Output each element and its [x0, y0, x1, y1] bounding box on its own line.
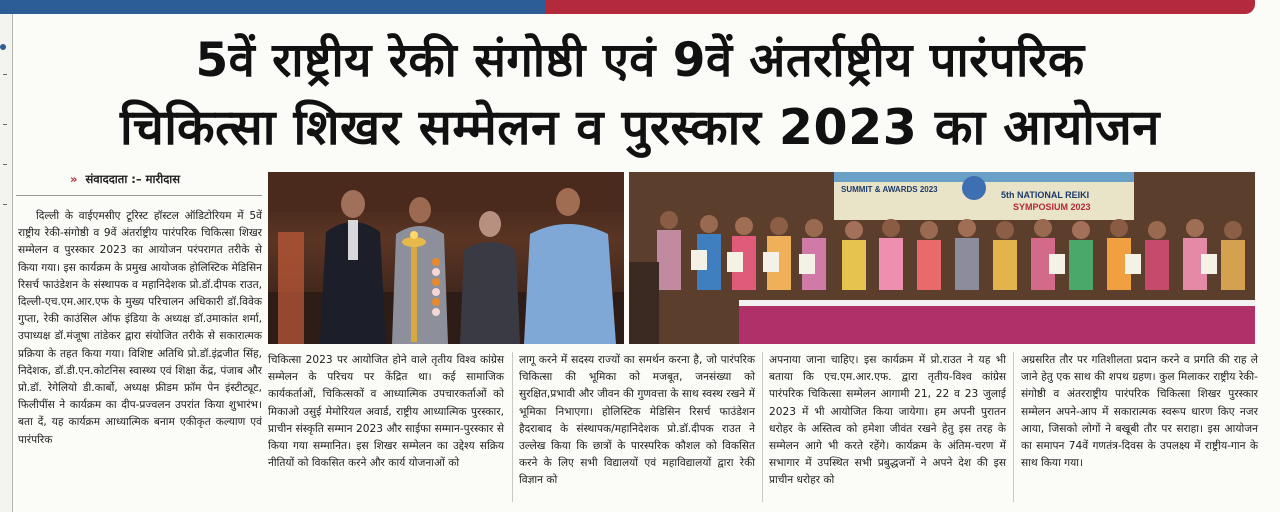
byline: [70, 172, 180, 187]
article-column-5: अग्रसरित तौर पर गतिशीलता प्रदान करने व प्रगति की राह ले जाने हेतु एक साथ की शपथ ग्रहण। कुल मिलाकर राष्ट्रीय रेकी-संगोष्ठी व अंतरराष्ट्रीय पारंपरिक चिकित्सा शिखर पुरस्कार सम्मेलन अपने-आप में सकारात्मक स्वरूप धारण किए नजर आया, जिसको लोगों ने बखूबी तौर पर सराहा। इस आयोजन का समापन 74वें गणतंत्र-दिवस के उपलक्ष्य में राष्ट्रीय-गान के साथ किया गया।: [1021, 354, 1258, 470]
headline-line-1: 5वें राष्ट्रीय रेकी संगोष्ठी एवं 9वें अंतर्राष्ट्रीय पारंपरिक: [195, 33, 1085, 88]
article-column-2: चिकित्सा 2023 पर आयोजित होने वाले तृतीय विश्व कांग्रेस सम्मेलन के परिचय पर केंद्रित था। कई सामाजिक कार्यकर्ताओं, चिकित्सकों व आध्यात्मिक उपचारकर्ताओं को मिकाओ उसुई मेमोरियल अवार्ड, राष्ट्रीय आध्यात्मिक पुरस्कार, प्राचीन संस्कृति सम्मान 2023 और साईफा सम्मान-पुरस्कार से किया गया सम्मानित। इस शिखर सम्मेलन का उद्देश्य सक्रिय नीतियों को विकसित करने और कार्य योजनाओं को: [268, 354, 504, 470]
page-edge-mark: [3, 164, 7, 165]
banner-line-1: SUMMIT & AWARDS 2023: [841, 185, 938, 194]
page-edge-mark: [3, 74, 7, 75]
photo-lamp-lighting-illustration: [268, 172, 624, 344]
column-divider: [762, 352, 763, 502]
photo-lamp-lighting: [268, 172, 624, 344]
column-divider: [1013, 352, 1014, 502]
photo-award-group: [629, 172, 1255, 344]
photo-award-group-illustration: [629, 172, 1255, 344]
article-column-3: लागू करने में सदस्य राज्यों का समर्थन करना है, जो पारंपरिक चिकित्सा की भूमिका को मजबूत, जनसंख्या को सुरक्षित,प्रभावी और जीवन की गुणवत्ता के साथ स्वस्थ रखने में भूमिका निभाएगा। होलिस्टिक मेडिसिन रिसर्च फाउंडेशन हैदराबाद के संस्थापक/महानिदेशक प्रो.डॉ.दीपक राउत ने उल्लेख किया कि छात्रों के पारस्परिक कौशल को विकसित करने के लिए सभी विद्यालयों एवं महाविद्यालयों द्वारा रेकी विज्ञान को: [519, 354, 755, 487]
banner-line-3: SYMPOSIUM 2023: [1013, 202, 1091, 212]
article-column-1: दिल्ली के वाईएमसीए टूरिस्ट हॉस्टल ऑडिटोरियम में 5वें राष्ट्रीय रेकी-संगोष्ठी व 9वें अंतर्राष्ट्रीय पारंपरिक चिकित्सा शिखर सम्मेलन व पुरस्कार 2023 का आयोजन परंपरागत तरीके से किया गया। इस कार्यक्रम के प्रमुख आयोजक होलिस्टिक मेडिसिन रिसर्च फाउंडेशन के संस्थापक व महानिदेशक प्रो.डॉ.दीपक राउत, दिल्ली-एच.एम.आर.एफ के मुख्य परिचालन अधिकारी डॉ.विवेक गुप्ता, रेकी काउंसिल ऑफ इंडिया के अध्यक्ष डॉ.उमाकांत शर्मा, उपाध्यक्ष डॉ.मंजूषा तांडेकर द्वारा संयोजित तरीके से सकारात्मक प्रक्रिया के तहत किया गया। विशिष्ट अतिथि प्रो.डॉ.इंद्रजीत सिंह, निदेशक, डॉ.डी.एन.कोटनिस स्वास्थ्य एवं शिक्षा केंद्र, पंजाब और प्रो.डॉ. रेगेलियो डी.कार्बो, अध्यक्ष फ्रीडम फ्रॉम पेन इंस्टीट्यूट, फिलीपींस ने कार्यक्रम का दीप-प्रज्वलन उपरांत किया शुभारंभ। बता दें, यह कार्यक्रम आध्यात्मिक बनाम एकीकृत कल्याण एवं पारंपरिक: [18, 210, 262, 446]
column-divider: [512, 352, 513, 502]
page-edge-marker: [0, 44, 6, 50]
page-edge-mark: [3, 204, 7, 205]
masthead-color-bar: [0, 0, 1280, 14]
masthead-red-band: [545, 0, 1255, 14]
adjacent-page-edge: [0, 14, 13, 512]
page-edge-mark: [3, 124, 7, 125]
byline-arrow-icon: »: [70, 172, 78, 186]
article-column-4: अपनाया जाना चाहिए। इस कार्यक्रम में प्रो.राउत ने यह भी बताया कि एच.एम.आर.एफ. द्वारा तृतीय-विश्व कांग्रेस पारंपरिक चिकित्सा सम्मेलन आगामी 21, 22 व 23 जुलाई 2023 में भी आयोजित किया जायेगा। हम अपनी पुरातन धरोहर के अस्तित्व को हमेशा जीवंत रखने हेतु इस तरह के सम्मेलन आगे भी करते रहेंगे। कार्यक्रम के अंतिम-चरण में सभागार में उपस्थित सभी प्रबुद्धजनों ने अपने देश की इस प्राचीन धरोहर को: [769, 354, 1006, 487]
byline-rule: [16, 195, 262, 196]
headline-line-2: चिकित्सा शिखर सम्मेलन व पुरस्कार 2023 का आयोजन: [120, 99, 1160, 156]
masthead-blue-band: [0, 0, 545, 14]
banner-line-2: 5th NATIONAL REIKI: [1001, 190, 1090, 200]
byline-text: संवाददाता :– मारीदास: [85, 172, 181, 186]
